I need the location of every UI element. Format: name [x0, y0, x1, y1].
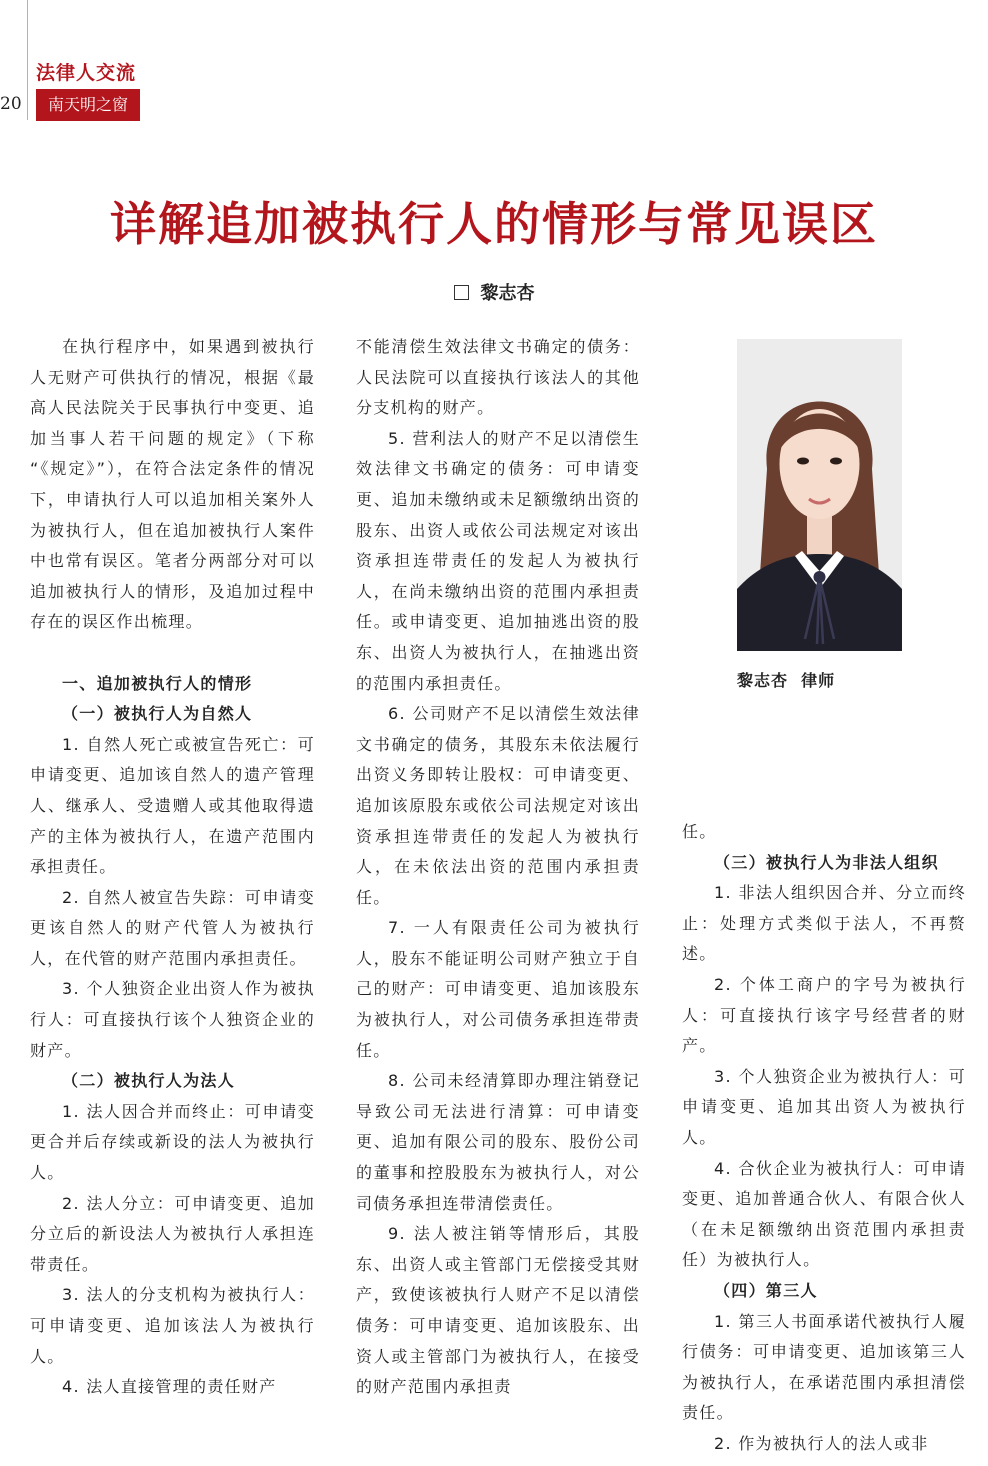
portrait-illustration [737, 339, 902, 651]
text-column-2 [356, 332, 640, 1403]
author-name: 黎志杏 [480, 283, 535, 304]
paragraph: 4. 法人直接管理的责任财产 [62, 1377, 277, 1397]
text-column-3 [682, 817, 966, 1459]
paragraph: 2. 作为被执行人的法人或非 [714, 1433, 929, 1453]
paragraph: 2. 个体工商户的字号为被执行人：可直接执行该字号经营者的财产。 [682, 974, 966, 1056]
paragraph: 1. 自然人死亡或被宣告死亡：可申请变更、追加该自然人的遗产管理人、继承人、受遗赠人或其他取得遗产的主体为被执行人，在遗产范围内承担责任。 [30, 734, 315, 877]
paragraph: 2. 法人分立：可申请变更、追加分立后的新设法人为被执行人承担连带责任。 [30, 1193, 315, 1274]
paragraph: 7. 一人有限责任公司为被执行人，股东不能证明公司财产独立于自己的财产：可申请变更、追加该股东为被执行人，对公司债务承担连带责任。 [356, 918, 640, 1060]
paragraph: 在执行程序中，如果遇到被执行人无财产可供执行的情况，根据《最高人民法院关于民事执行中变更、追加当事人若干问题的规定》（下称 “《规定》”），在符合法定条件的情况下，申请执行人可以追加相关案外人为被执行人，但在追加被执行人案件中也常有误区。笔者分两部分对可以追加被执行人的情形，及追加过程中存在的误区作出梳理。 [30, 337, 315, 632]
column-tag: 南天明之窗 [36, 89, 140, 121]
subheading: （二）被执行人为法人 [62, 1071, 236, 1091]
subheading: （一）被执行人为自然人 [62, 704, 253, 724]
text-column-1 [30, 332, 315, 1403]
header-rule [27, 0, 28, 120]
paragraph: 3. 法人的分支机构为被执行人：可申请变更、追加该法人为被执行人。 [30, 1285, 315, 1366]
byline [0, 279, 988, 305]
paragraph: 3. 个人独资企业出资人作为被执行人：可直接执行该个人独资企业的财产。 [30, 979, 315, 1060]
paragraph: 4. 合伙企业为被执行人：可申请变更、追加普通合伙人、有限合伙人（在未足额缴纳出资范围内承担责任）为被执行人。 [682, 1158, 966, 1270]
paragraph: 9. 法人被注销等情形后，其股东、出资人或主管部门无偿接受其财产，致使该被执行人财产不足以清偿债务：可申请变更、追加该股东、出资人或主管部门为被执行人，在接受的财产范围内承担责 [356, 1224, 640, 1397]
paragraph: 6. 公司财产不足以清偿生效法律文书确定的债务，其股东未依法履行出资义务即转让股权：可申请变更、追加该原股东或依公司法规定对该出资承担连带责任的发起人为被执行人，在未依法出资的范围内承担责任。 [356, 704, 640, 907]
paragraph: 5. 营利法人的财产不足以清偿生效法律文书确定的债务：可申请变更、追加未缴纳或未足额缴纳出资的股东、出资人或依公司法规定对该出资承担连带责任的发起人为被执行人，在尚未缴纳出资的范围内承担责任。或申请变更、追加抽逃出资的股东、出资人为被执行人，在抽逃出资的范围内承担责任。 [356, 428, 640, 693]
paragraph: 1. 第三人书面承诺代被执行人履行债务：可申请变更、追加该第三人为被执行人，在承诺范围内承担清偿责任。 [682, 1311, 966, 1423]
paragraph: 2. 自然人被宣告失踪：可申请变更该自然人的财产代管人为被执行人，在代管的财产范围内承担责任。 [30, 887, 315, 968]
paragraph-gap [30, 638, 315, 669]
subheading: （四）第三人 [714, 1280, 818, 1300]
paragraph: 3. 个人独资企业为被执行人：可申请变更、追加其出资人为被执行人。 [682, 1066, 966, 1147]
paragraph: 8. 公司未经清算即办理注销登记导致公司无法进行清算：可申请变更、追加有限公司的股东、股份公司的董事和控股股东为被执行人，对公司债务承担连带清偿责任。 [356, 1071, 640, 1213]
section-title: 法律人交流 [36, 62, 137, 84]
paragraph: 不能清偿生效法律文书确定的债务：人民法院可以直接执行该法人的其他分支机构的财产。 [356, 337, 640, 418]
page-number: 20 [0, 94, 22, 114]
paragraph: 任。 [682, 822, 717, 841]
photo-caption: 黎志杏 律师 [737, 671, 836, 690]
paragraph: 1. 非法人组织因合并、分立而终止：处理方式类似于法人，不再赘述。 [682, 883, 966, 964]
subheading: （三）被执行人为非法人组织 [714, 852, 939, 872]
author-photo [737, 339, 902, 651]
article-title: 详解追加被执行人的情形与常见误区 [110, 197, 878, 251]
heading: 一、追加被执行人的情形 [62, 673, 253, 693]
byline-box-icon [454, 285, 469, 300]
paragraph: 1. 法人因合并而终止：可申请变更合并后存续或新设的法人为被执行人。 [30, 1101, 315, 1183]
